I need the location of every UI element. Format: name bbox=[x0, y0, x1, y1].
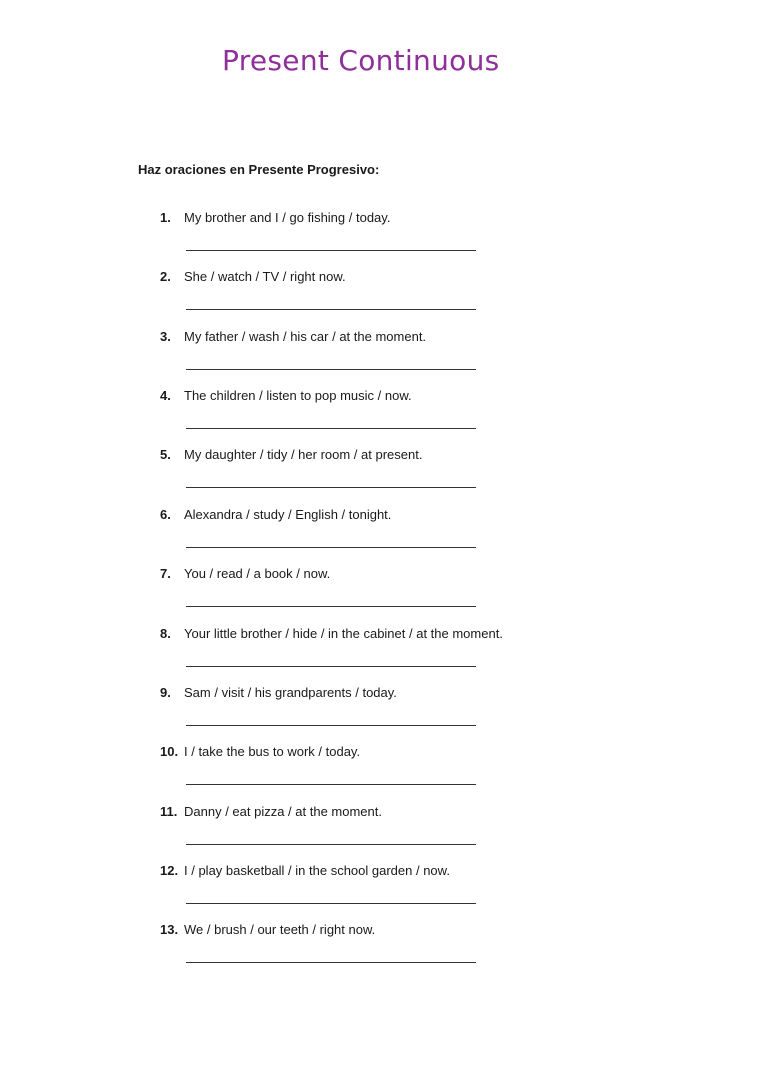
answer-line[interactable] bbox=[186, 903, 476, 904]
exercise-number: 4. bbox=[160, 388, 171, 403]
exercise-item bbox=[0, 566, 768, 625]
exercise-item bbox=[0, 685, 768, 744]
exercise-number: 13. bbox=[160, 922, 179, 937]
exercise-prompt: She / watch / TV / right now. bbox=[184, 269, 346, 284]
exercise-prompt: My daughter / tidy / her room / at present. bbox=[184, 447, 423, 462]
exercise-prompt: My brother and I / go fishing / today. bbox=[184, 210, 391, 225]
exercise-number: 2. bbox=[160, 269, 171, 284]
answer-line[interactable] bbox=[186, 606, 476, 607]
exercise-prompt: I / take the bus to work / today. bbox=[184, 744, 361, 759]
exercise-item bbox=[0, 507, 768, 566]
exercise-item bbox=[0, 744, 768, 803]
exercise-prompt: Your little brother / hide / in the cabinet / at the moment. bbox=[184, 626, 503, 641]
exercise-prompt: Danny / eat pizza / at the moment. bbox=[184, 804, 382, 819]
answer-line[interactable] bbox=[186, 369, 476, 370]
exercise-item bbox=[0, 447, 768, 506]
exercise-number: 12. bbox=[160, 863, 179, 878]
exercise-prompt: Alexandra / study / English / tonight. bbox=[184, 507, 392, 522]
exercise-prompt: The children / listen to pop music / now. bbox=[184, 388, 412, 403]
answer-line[interactable] bbox=[186, 784, 476, 785]
answer-line[interactable] bbox=[186, 844, 476, 845]
exercise-item bbox=[0, 269, 768, 328]
exercise-item bbox=[0, 922, 768, 981]
exercise-prompt: Sam / visit / his grandparents / today. bbox=[184, 685, 397, 700]
answer-line[interactable] bbox=[186, 428, 476, 429]
exercise-item bbox=[0, 388, 768, 447]
exercise-number: 3. bbox=[160, 329, 171, 344]
exercise-prompt: You / read / a book / now. bbox=[184, 566, 331, 581]
exercise-item bbox=[0, 210, 768, 269]
answer-line[interactable] bbox=[186, 309, 476, 310]
exercise-number: 8. bbox=[160, 626, 171, 641]
page-title: Present Continuous bbox=[222, 44, 500, 77]
answer-line[interactable] bbox=[186, 725, 476, 726]
exercise-number: 10. bbox=[160, 744, 179, 759]
answer-line[interactable] bbox=[186, 547, 476, 548]
exercise-item bbox=[0, 804, 768, 863]
answer-line[interactable] bbox=[186, 487, 476, 488]
answer-line[interactable] bbox=[186, 250, 476, 251]
exercise-item bbox=[0, 329, 768, 388]
exercise-prompt: I / play basketball / in the school garden / now. bbox=[184, 863, 450, 878]
exercise-number: 6. bbox=[160, 507, 171, 522]
answer-line[interactable] bbox=[186, 666, 476, 667]
exercise-number: 7. bbox=[160, 566, 171, 581]
exercise-number: 11. bbox=[160, 804, 178, 819]
exercise-number: 1. bbox=[160, 210, 171, 225]
exercise-number: 5. bbox=[160, 447, 171, 462]
answer-line[interactable] bbox=[186, 962, 476, 963]
exercise-prompt: My father / wash / his car / at the moment. bbox=[184, 329, 427, 344]
instruction-heading: Haz oraciones en Presente Progresivo: bbox=[138, 162, 380, 177]
exercise-item bbox=[0, 863, 768, 922]
exercise-item bbox=[0, 626, 768, 685]
exercise-prompt: We / brush / our teeth / right now. bbox=[184, 922, 376, 937]
exercise-number: 9. bbox=[160, 685, 171, 700]
